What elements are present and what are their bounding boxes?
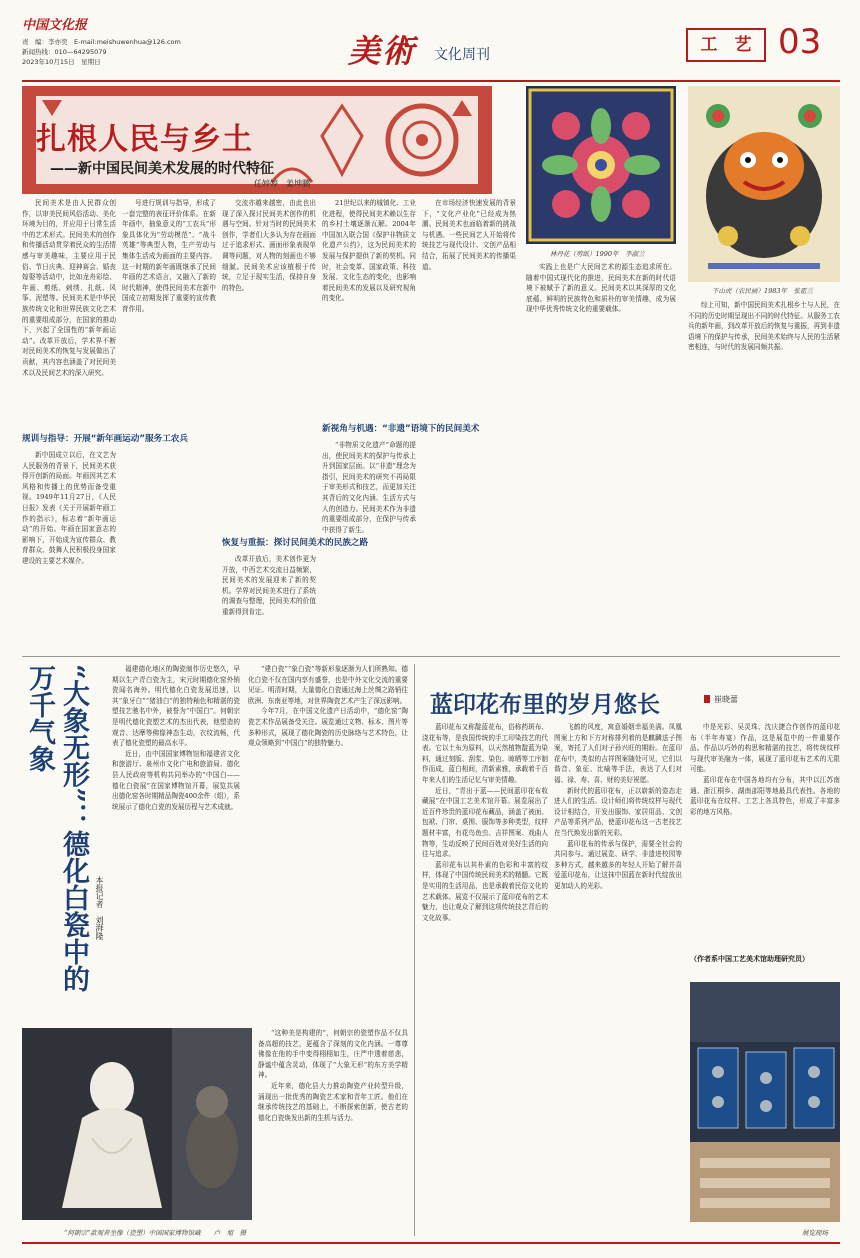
article1-col4-text: 21世纪以来的城镇化、工业化进程，使得民间美术赖以生存的乡村土壤逐渐瓦解。2004年中国加入联合国《保护非物质文化遗产公约》，这为民间美术的发展与保护提供了新的契机。同时，社会变革、国家政策、科技发展、文化生态的变化，也影响着民间美术的发展以及研究视角的变化。 <box>322 199 416 303</box>
article1-col2b-text: 改革开放后，美术创作更为开放，中西艺术交流日益频繁，民间美术的发展迎来了新的契机。学界对民间美术进行了系统的调查与整理，民间美术的价值重新得到肯定。 <box>222 555 316 616</box>
editor-line: 责 编：李亦奕 E-mail:meishuwenhua@126.com <box>22 38 181 46</box>
image-exhibition-hall <box>690 982 840 1222</box>
article1-col5 <box>422 198 516 648</box>
caption-tiger: 下山虎（农民画）1983年 张霍兰 <box>712 287 814 295</box>
date-line: 2023年10月15日 星期日 <box>22 58 101 66</box>
paper-logo: 中国文化报 <box>22 18 88 33</box>
article2-col2b-text: 今年7月，在中国文化遗产日活动中，“德化窑”陶瓷艺术作品展备受关注。展览通过文物、标本、图片等多种形式，展现了德化陶瓷的历史脉络与艺术特色，让观众领略到“中国白”的独特魅力。 <box>248 707 408 748</box>
article1-col1-heading: 规训与指导：开展“新年画运动”服务工农兵 <box>22 434 188 444</box>
article3-col3-text: 中是光彩、吴灵珠、沈庆捷合作创作的蓝印花布（半年寿宴）作品，这是展览中的一件重要作品。作品以巧妙的构思和精湛的技艺，将传统纹样与现代审美融为一体，展现了蓝印花布艺术的无限可能。 <box>690 723 840 774</box>
weekly-subtitle: 文化周刊 <box>434 47 490 63</box>
article1-col2 <box>122 198 216 648</box>
article3-col2 <box>554 722 682 1222</box>
bottom-rule <box>22 1242 840 1244</box>
article1-col6-text: 实践上也是广大民间艺术的源生态追求所在。随着中国式现代化的推进，民间美术在新的时代语境下被赋予了新的意义。民间美术以其深厚的文化底蕴、鲜明的民族特色和质朴的审美情趣，成为展现中华优秀传统文化的重要载体。 <box>526 263 676 314</box>
article3-title: 蓝印花布里的岁月悠长 <box>430 691 660 718</box>
article2-byline: 本报记者 刘湃隆 <box>95 876 104 940</box>
masthead-rule <box>22 80 840 82</box>
masthead <box>22 14 840 74</box>
caption-papercut: 林丹花（剪纸）1990年 李淑兰 <box>550 250 645 258</box>
article1-col3-heading: 新视角与机遇：“非遗”语境下的民间美术 <box>322 424 480 434</box>
article1-col1b-text: 新中国成立以后，在文艺为人民服务的背景下，民间美术获得开创新的局面。年画因其艺术风格和传播上的优势而备受重视。1949年11月27日，《人民日报》发表《关于开展新年画工作的指示》，标志着“新年画运动”的开始。年画在国家意志的影响下，开始成为宣传群众、教育群众、鼓舞人民积极投身国家建设的主要艺术媒介。 <box>22 451 116 565</box>
section-divider <box>22 656 840 657</box>
article3-byline: 崔晓蕾 <box>714 695 738 704</box>
article3-col1b-text: 近日，“青出于蓝——民间蓝印花布收藏展”在中国工艺美术馆开幕。展览展出了近百件珍贵的蓝印花布藏品，涵盖了被面、包袱、门帘、桌围、服饰等多种类型，纹样题材丰富，有花鸟鱼虫、吉祥图案、戏曲人物等，生动反映了民间百姓对美好生活的向往与追求。 <box>422 786 548 859</box>
article3-col3b-text: 蓝印花布在中国各地均有分布，其中以江苏南通、浙江桐乡、湖南邵阳等地最具代表性。各地的蓝印花布在纹样、工艺上各具特色，形成了丰富多彩的地方风格。 <box>690 775 840 816</box>
byline-marker <box>704 695 710 703</box>
article1-col5-text: 在市场经济快速发展的背景下，“文化产业化”已经成为热潮。民间美术也面临着新的挑战与机遇。一些民间艺人开始将传统技艺与现代设计、文创产品相结合，拓展了民间美术的传播渠道。 <box>422 199 516 271</box>
article2-title-box <box>22 664 88 1002</box>
section-tag: 工 艺 <box>686 28 766 62</box>
article2-title: “大象无形”：德化白瓷中的万千气象 <box>24 664 89 993</box>
exhibition-hall-graphic <box>690 982 840 1222</box>
article1-header <box>22 86 492 194</box>
article1-col4b-text: “非物质文化遗产”命题的提出，使民间美术的保护与传承上升到国家层面。以“非遗”理念为指引，民间美术的研究不再局限于审美形式和技艺，而更加关注其背后的文化内涵、生活方式与人的创造力。民间美术作为非遗的重要组成部分，在保护与传承中获得了新生。 <box>322 441 416 534</box>
article1-col6 <box>526 262 676 648</box>
article1-col1 <box>22 198 116 426</box>
article3-col1c-text: 蓝印花布以其朴素的色彩和丰富的纹样，体现了中国传统民间美术的精髓。它既是实用的生活用品，也是承载着民俗文化的艺术载体。展览不仅展示了蓝印花布的艺术魅力，也让观众了解到这项传统技艺背后的文化故事。 <box>422 860 548 922</box>
image-guanyin <box>22 1028 252 1220</box>
article3-col3 <box>690 722 840 948</box>
article1-col3 <box>222 198 316 520</box>
caption-exhibition: 展览现场 <box>802 1229 828 1237</box>
article2-col3 <box>258 1028 408 1228</box>
article1-col3-text: 交流亦越来越密，由此也出现了深入探讨民间美术创作的机遇与空间。针对当时的民间美术创作，学者们大多认为存在画面过于追求形式、画面形象表现单调等问题，对人物的刻画也不够细腻。民间美术应该植根于传统，立足于现实生活，保持自身的特色。 <box>222 199 316 292</box>
tiger-painting-graphic <box>688 86 840 282</box>
article2-col3b-text: 近年来，德化县大力推动陶瓷产业转型升级，涌现出一批优秀的陶瓷艺术家和青年工匠。他们在继承传统技艺的基础上，不断探索创新，使古老的德化白瓷焕发出新的生机与活力。 <box>258 1081 408 1122</box>
page-number: 03 <box>778 22 822 62</box>
article1-col2-text: 号进行规训与指导，形成了一套完整的表征评价体系。在新年画中，抽象意义的“工农兵”形象具体化为“劳动模范”、“战斗英雄”等典型人物，生产劳动与集体生活成为画面的主要内容。这一时期的新年画既继承了民间年画的艺术语言，又融入了新的时代精神，使得民间美术在新中国成立初期发挥了重要的宣传教育作用。 <box>122 199 216 313</box>
author-note: （作者系中国工艺美术馆助理研究员） <box>690 955 809 963</box>
article1-title: 扎根人民与乡土 <box>36 122 253 157</box>
guanyin-statue-graphic <box>22 1028 252 1220</box>
article3-col1 <box>422 722 548 1222</box>
article2-col2-text: “建白瓷”“象白瓷”等新形象逐渐为人们所熟知。德化白瓷不仅在国内享有盛誉，也是中外文化交流的重要见证。明清时期，大量德化白瓷通过海上丝绸之路销往欧洲、东南亚等地，对世界陶瓷艺术产生了深远影响。 <box>248 665 408 705</box>
flower-papercut-graphic <box>526 86 676 244</box>
article1-col4 <box>322 198 416 416</box>
phone-line: 新闻热线：010—64295079 <box>22 48 107 56</box>
article3-col1-text: 蓝印花布又称靛蓝花布，俗称药斑布、浇花布等，是我国传统的手工印染技艺的代表。它以土布为原料，以天然植物靛蓝为染料，通过刻版、刮浆、染色、晾晒等工序制作而成，蓝白相间，清新素雅，承载着千百年来人们的生活记忆与审美情趣。 <box>422 723 548 784</box>
article1-subtitle: ——新中国民间美术发展的时代特征 <box>50 161 274 177</box>
article2-col1b-text: 近日，由中国国家博物馆和福建省文化和旅游厅、泉州市文化广电和旅游局、德化县人民政府等机构共同举办的“中国白——德化白瓷展”在国家博物馆开幕，展览共展出德化窑各时期精品陶瓷400余件（组），系统展示了德化白瓷的发展历程与艺术成就。 <box>112 749 240 811</box>
article1-col7-text: 综上可知，新中国民间美术扎根乡土与人民，在不同的历史时期呈现出不同的时代特征。从服务工农兵的新年画，到改革开放后的恢复与重振，再到非遗语境下的保护与传承，民间美术始终与人民的生活紧密相连，与时代的发展同频共振。 <box>688 301 840 352</box>
article1-col2-heading: 恢复与重振：探讨民间美术的民族之路 <box>222 538 369 548</box>
article1-col2b <box>222 554 316 648</box>
caption-guanyin: “何朝宗”款观音坐像（瓷塑）中国国家博物馆藏 卢 旭 摄 <box>64 1229 247 1237</box>
article3-col2-text: 飞鹤的风度，寓意婚姻幸福美满。凤凰图案上方和下方对称排列着的是麒麟送子图案，寄托了人们对子孙兴旺的期盼。在蓝印花布中，类似的吉祥图案随处可见，它们以谐音、象征、比喻等手法，表达了人们对福、禄、寿、喜、财的美好祝愿。 <box>554 723 682 784</box>
article1-authors: 任婷婷 姜坤鹏 <box>254 179 310 188</box>
article2-col1 <box>112 664 240 1024</box>
article2-col2 <box>248 664 408 1024</box>
article1-col7 <box>688 300 840 648</box>
article2-col1-text: 福建德化地区的陶瓷制作历史悠久，早期以生产青白瓷为主，宋元时期德化窑外销瓷闻名海外。明代德化白瓷发展迅速，以其“象牙白”“猪油白”的独特釉色和精湛的瓷塑技艺驰名中外，被誉为“中国白”。何朝宗是明代德化瓷塑艺术的杰出代表，他塑造的观音、达摩等佛像神态生动，衣纹流畅，代表了德化瓷塑的最高水平。 <box>112 665 240 748</box>
image-tiger-painting <box>688 86 840 282</box>
article3-col2b-text: 新时代的蓝印花布，正以崭新的姿态走进人们的生活。设计师们将传统纹样与现代设计相结合，开发出服饰、家居用品、文创产品等系列产品，使蓝印花布这一古老技艺在当代焕发出新的光彩。 <box>554 786 682 837</box>
weekly-art-logo: 美術 <box>348 32 417 70</box>
article1-col1-text: 民间美术是由人民群众创作，以审美民间风俗活动、美化环境为目的，并应用于日常生活中的艺术形式。民间美术的创作和传播活动贯穿着民众的生活情感与审美趣味，主要应用于民俗、节日庆典、迎神赛会、婚丧嫁娶等活动中，比如龙舟彩绘、年画、剪纸、刺绣、扎纸、风筝、泥塑等。民间美术是中华民族传统文化和世界民族文化艺术的重要组成部分，在国家的推动下，兴起了全国性的“新年画运动”。改革开放后，学术界不断对民间美术的恢复与发展做出了贡献，其内容也涵盖了对民间美术以及民间艺术的深入研究。 <box>22 199 116 377</box>
article1-col4b <box>322 440 416 648</box>
article2-col3-text: “这种美是构建的”，何朝宗的瓷塑作品不仅具备高超的技艺，更蕴含了深刻的文化内涵。一尊尊佛像在他的手中变得栩栩如生，庄严中透着慈悲，静谧中蕴含灵动，体现了“大象无形”的东方美学精神。 <box>258 1029 408 1080</box>
article3-col2c-text: 蓝印花布的传承与保护，需要全社会的共同参与。通过展览、研学、非遗进校园等多种方式，越来越多的年轻人开始了解并喜爱蓝印花布，让这抹中国蓝在新时代绽放出更加动人的光彩。 <box>554 839 682 890</box>
image-papercut-flowers <box>526 86 676 244</box>
vertical-divider <box>414 664 415 1236</box>
article1-col1b <box>22 450 116 648</box>
